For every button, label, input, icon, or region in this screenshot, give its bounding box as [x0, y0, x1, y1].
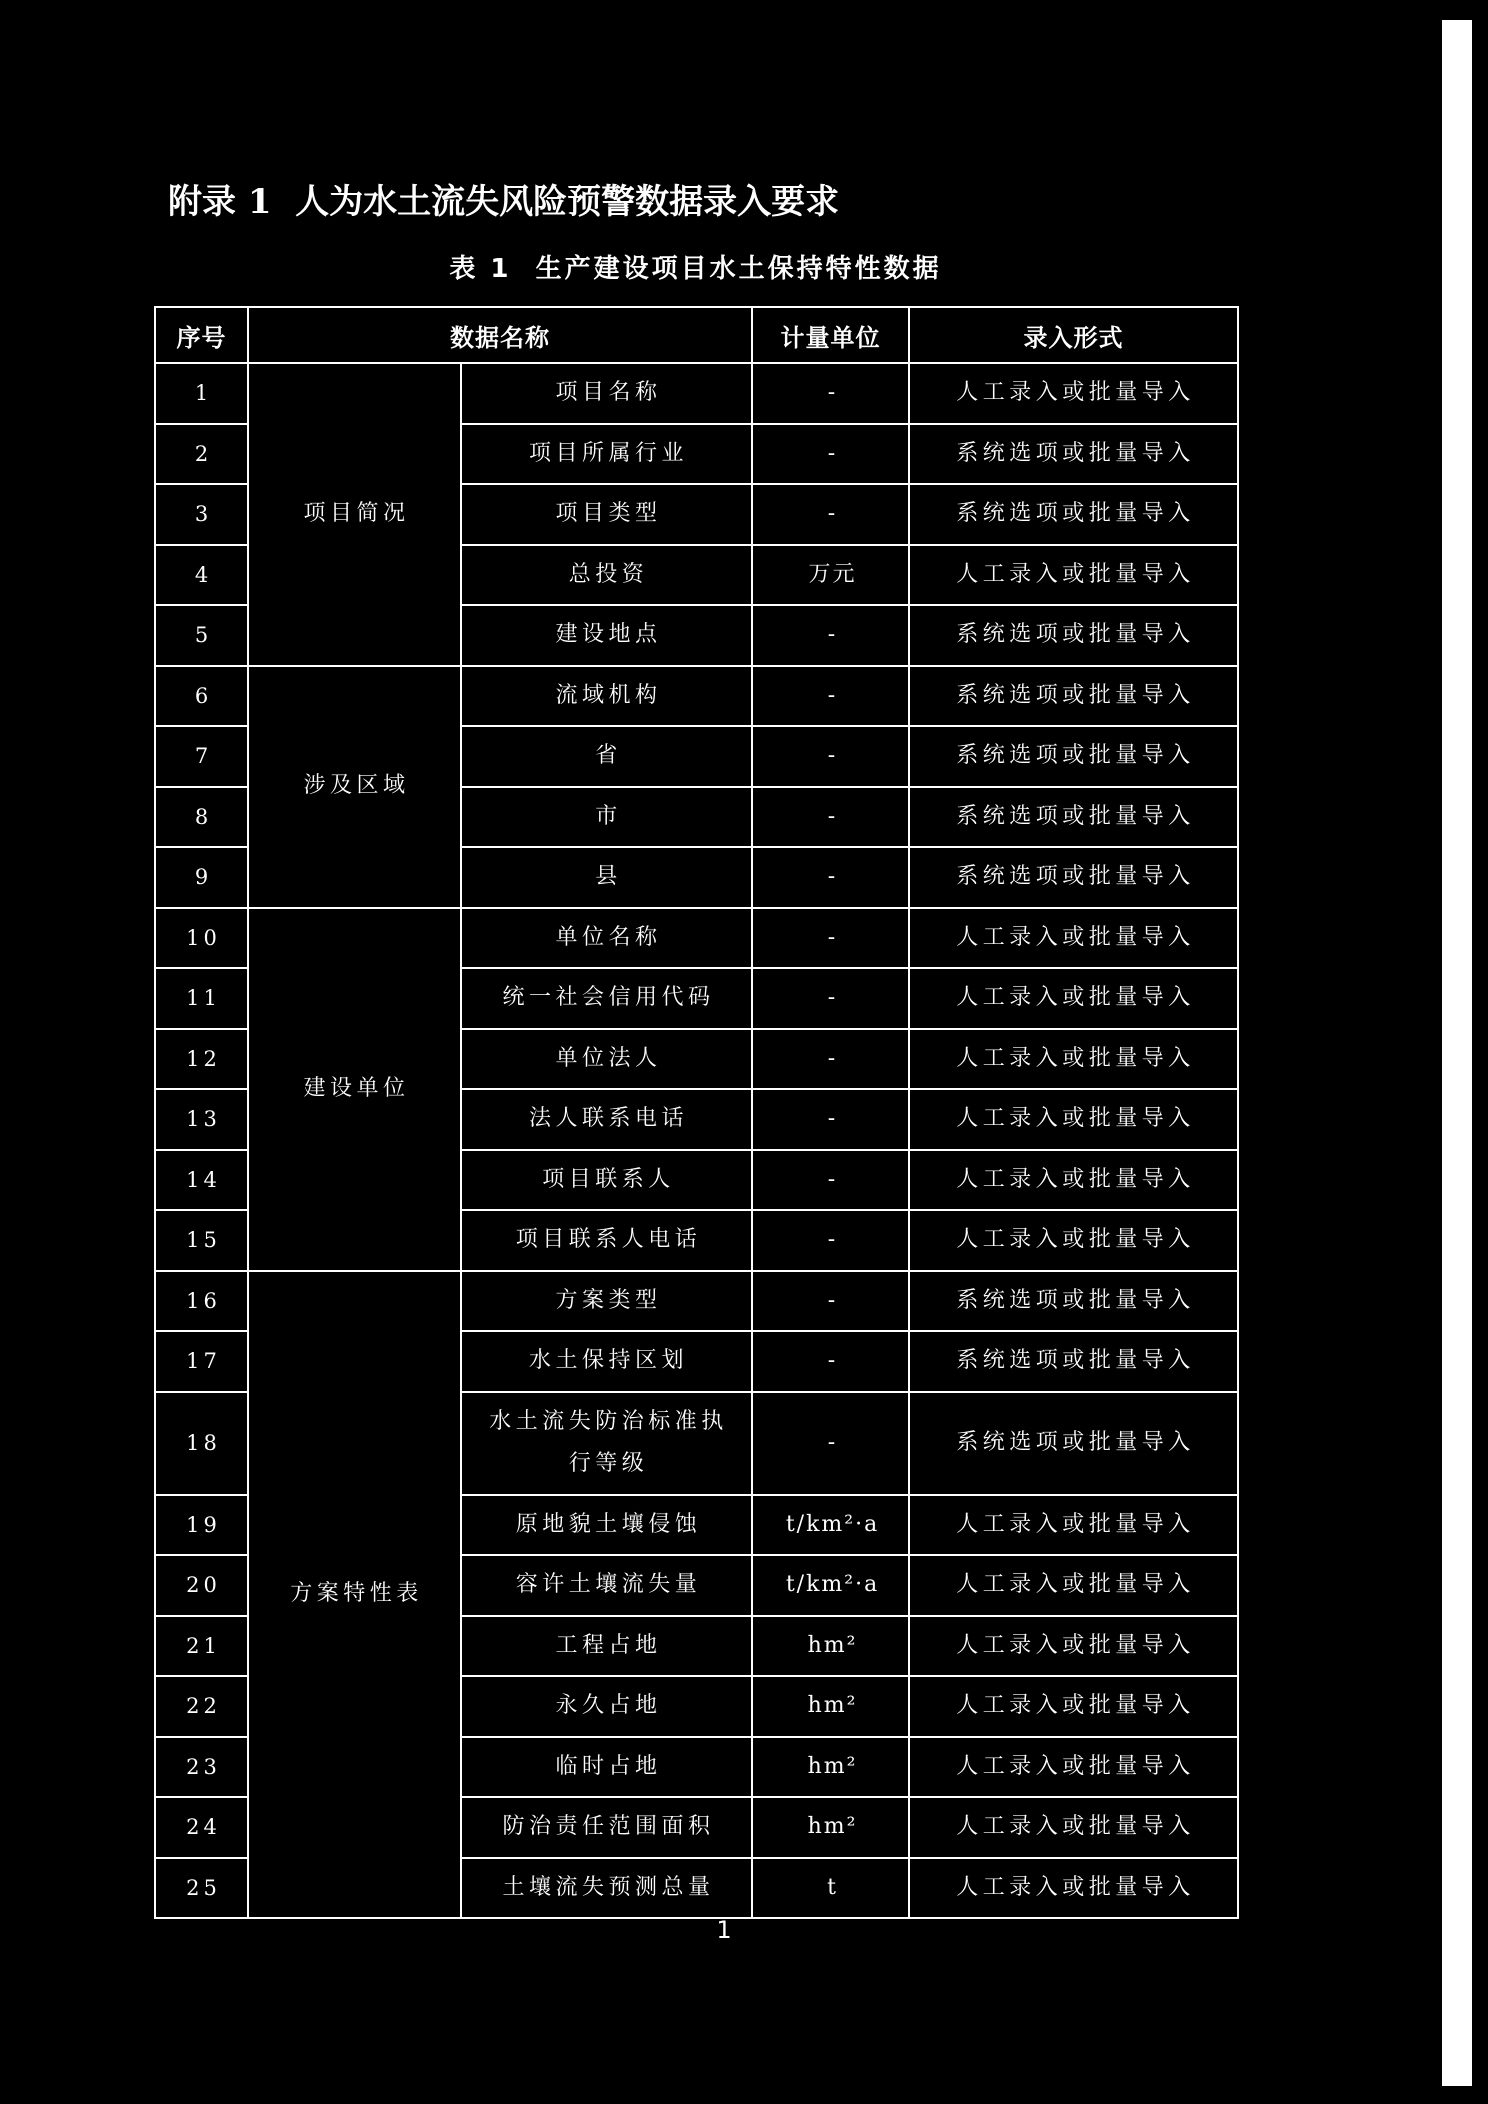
row-index-cell: 24: [155, 1797, 248, 1858]
unit-cell: -: [752, 787, 909, 848]
row-index-cell: 1: [155, 363, 248, 424]
data-name-cell: 统一社会信用代码: [461, 968, 752, 1029]
unit-cell: hm²: [752, 1676, 909, 1737]
unit-cell: -: [752, 1271, 909, 1332]
row-index-cell: 12: [155, 1029, 248, 1090]
input-method-cell: 系统选项或批量导入: [909, 1392, 1238, 1495]
header-input-method: 录入形式: [909, 307, 1238, 363]
unit-cell: -: [752, 726, 909, 787]
row-index-cell: 17: [155, 1331, 248, 1392]
row-index-cell: 15: [155, 1210, 248, 1271]
data-name-cell: 水土保持区划: [461, 1331, 752, 1392]
appendix-heading: 附录 1 人为水土流失风险预警数据录入要求: [168, 182, 840, 222]
input-method-cell: 系统选项或批量导入: [909, 1271, 1238, 1332]
data-name-cell: 项目联系人: [461, 1150, 752, 1211]
row-index-cell: 7: [155, 726, 248, 787]
group-label-cell: 方案特性表: [248, 1271, 461, 1919]
input-method-cell: 系统选项或批量导入: [909, 847, 1238, 908]
input-method-cell: 人工录入或批量导入: [909, 1797, 1238, 1858]
input-method-cell: 人工录入或批量导入: [909, 1150, 1238, 1211]
unit-cell: -: [752, 1029, 909, 1090]
header-unit: 计量单位: [752, 307, 909, 363]
row-index-cell: 2: [155, 424, 248, 485]
data-name-cell: 临时占地: [461, 1737, 752, 1798]
data-name-cell: 项目所属行业: [461, 424, 752, 485]
row-index-cell: 13: [155, 1089, 248, 1150]
table-title: 表 1 生产建设项目水土保持特性数据: [449, 254, 942, 284]
input-method-cell: 人工录入或批量导入: [909, 1029, 1238, 1090]
unit-cell: t/km²·a: [752, 1555, 909, 1616]
data-name-cell: 防治责任范围面积: [461, 1797, 752, 1858]
data-name-cell: 流域机构: [461, 666, 752, 727]
row-index-cell: 10: [155, 908, 248, 969]
row-index-cell: 6: [155, 666, 248, 727]
input-method-cell: 系统选项或批量导入: [909, 1331, 1238, 1392]
data-name-cell: 总投资: [461, 545, 752, 606]
unit-cell: -: [752, 666, 909, 727]
unit-cell: -: [752, 908, 909, 969]
input-method-cell: 人工录入或批量导入: [909, 545, 1238, 606]
data-name-cell: 单位法人: [461, 1029, 752, 1090]
row-index-cell: 22: [155, 1676, 248, 1737]
input-method-cell: 系统选项或批量导入: [909, 787, 1238, 848]
row-index-cell: 18: [155, 1392, 248, 1495]
input-method-cell: 人工录入或批量导入: [909, 1616, 1238, 1677]
unit-cell: hm²: [752, 1616, 909, 1677]
data-name-cell: 方案类型: [461, 1271, 752, 1332]
data-name-cell: 水土流失防治标准执行等级: [461, 1392, 752, 1495]
input-method-cell: 人工录入或批量导入: [909, 363, 1238, 424]
row-index-cell: 19: [155, 1495, 248, 1556]
unit-cell: 万元: [752, 545, 909, 606]
unit-cell: -: [752, 1210, 909, 1271]
input-method-cell: 人工录入或批量导入: [909, 1555, 1238, 1616]
row-index-cell: 3: [155, 484, 248, 545]
unit-cell: t/km²·a: [752, 1495, 909, 1556]
input-method-cell: 系统选项或批量导入: [909, 424, 1238, 485]
unit-cell: hm²: [752, 1737, 909, 1798]
data-name-cell: 原地貌土壤侵蚀: [461, 1495, 752, 1556]
input-method-cell: 人工录入或批量导入: [909, 1858, 1238, 1919]
data-name-cell: 工程占地: [461, 1616, 752, 1677]
row-index-cell: 16: [155, 1271, 248, 1332]
data-name-cell: 法人联系电话: [461, 1089, 752, 1150]
input-method-cell: 人工录入或批量导入: [909, 968, 1238, 1029]
table-header: [155, 307, 1238, 363]
data-name-cell: 永久占地: [461, 1676, 752, 1737]
unit-cell: -: [752, 363, 909, 424]
input-method-cell: 人工录入或批量导入: [909, 1089, 1238, 1150]
row-index-cell: 5: [155, 605, 248, 666]
data-name-cell: 土壤流失预测总量: [461, 1858, 752, 1919]
scan-edge-bar: [1442, 20, 1472, 2086]
data-name-cell: 项目联系人电话: [461, 1210, 752, 1271]
header-index: 序号: [155, 307, 248, 363]
row-index-cell: 8: [155, 787, 248, 848]
table-row: [155, 363, 1238, 424]
group-label-cell: 涉及区域: [248, 666, 461, 908]
input-method-cell: 系统选项或批量导入: [909, 666, 1238, 727]
unit-cell: -: [752, 1331, 909, 1392]
input-method-cell: 系统选项或批量导入: [909, 484, 1238, 545]
row-index-cell: 21: [155, 1616, 248, 1677]
data-table: [154, 306, 1239, 1919]
row-index-cell: 11: [155, 968, 248, 1029]
unit-cell: t: [752, 1858, 909, 1919]
unit-cell: -: [752, 1392, 909, 1495]
data-name-cell: 市: [461, 787, 752, 848]
unit-cell: -: [752, 484, 909, 545]
data-name-cell: 项目名称: [461, 363, 752, 424]
table-row: [155, 908, 1238, 969]
data-name-cell: 县: [461, 847, 752, 908]
data-name-cell: 单位名称: [461, 908, 752, 969]
unit-cell: -: [752, 424, 909, 485]
input-method-cell: 系统选项或批量导入: [909, 605, 1238, 666]
input-method-cell: 人工录入或批量导入: [909, 1495, 1238, 1556]
unit-cell: -: [752, 605, 909, 666]
data-name-cell: 建设地点: [461, 605, 752, 666]
row-index-cell: 23: [155, 1737, 248, 1798]
row-index-cell: 9: [155, 847, 248, 908]
input-method-cell: 人工录入或批量导入: [909, 908, 1238, 969]
input-method-cell: 人工录入或批量导入: [909, 1210, 1238, 1271]
table-row: [155, 1271, 1238, 1332]
row-index-cell: 20: [155, 1555, 248, 1616]
group-label-cell: 项目简况: [248, 363, 461, 666]
unit-cell: -: [752, 1150, 909, 1211]
unit-cell: -: [752, 968, 909, 1029]
data-name-cell: 省: [461, 726, 752, 787]
group-label-cell: 建设单位: [248, 908, 461, 1271]
page-number: 1: [716, 1916, 732, 1944]
unit-cell: -: [752, 847, 909, 908]
table-body: [155, 363, 1238, 1918]
row-index-cell: 14: [155, 1150, 248, 1211]
header-row: [155, 307, 1238, 363]
header-data-name: 数据名称: [248, 307, 752, 363]
data-name-cell: 容许土壤流失量: [461, 1555, 752, 1616]
input-method-cell: 人工录入或批量导入: [909, 1737, 1238, 1798]
unit-cell: hm²: [752, 1797, 909, 1858]
table-row: [155, 666, 1238, 727]
data-name-cell: 项目类型: [461, 484, 752, 545]
input-method-cell: 系统选项或批量导入: [909, 726, 1238, 787]
row-index-cell: 4: [155, 545, 248, 606]
input-method-cell: 人工录入或批量导入: [909, 1676, 1238, 1737]
unit-cell: -: [752, 1089, 909, 1150]
row-index-cell: 25: [155, 1858, 248, 1919]
